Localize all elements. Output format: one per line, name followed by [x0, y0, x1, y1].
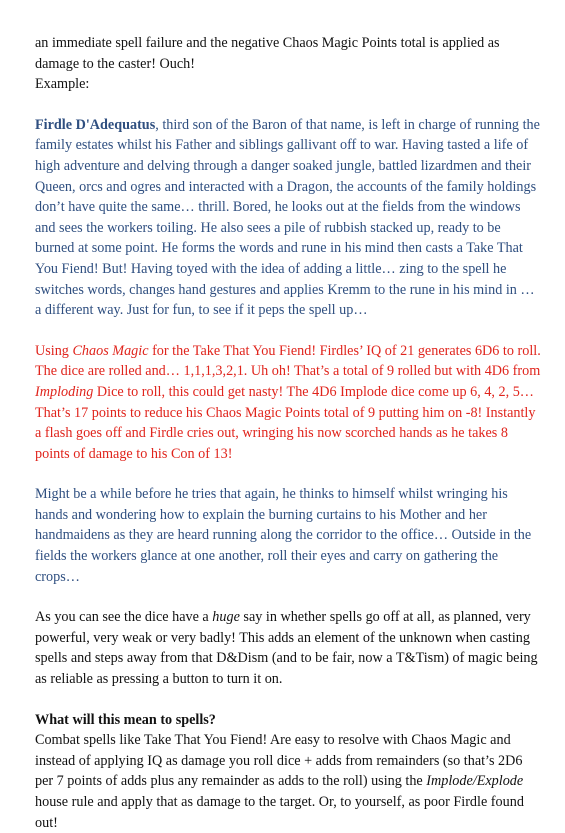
story-paragraph-1 [35, 115, 541, 321]
body-text-a: As you can see the dice have a [35, 609, 213, 626]
example-label: Example: [35, 76, 90, 93]
story-2-text-b: for the Take That You Fiend! Firdles’ IQ of 21 generates 6D6 to roll. The dice are rolled and… 1,1,1,3,2,1. Uh oh! That’s a total of 9 rolled but with 4D6 from [35, 342, 541, 380]
story-2-emphasis-chaos-magic: Chaos Magic [72, 342, 149, 359]
story-paragraph-3 [35, 484, 541, 587]
section-heading: What will this mean to spells? [35, 711, 216, 728]
body-emphasis-huge: huge [212, 609, 240, 626]
section-paragraph [35, 730, 541, 833]
story-2-emphasis-imploding: Imploding [35, 383, 94, 400]
body-text-b: say in whether spells go off at all, as planned, very powerful, very weak or very badly! This adds an element of the unknown when casting spells and steps away from that D&Dism (and to be fair, now a T&Tism) of magic being as reliable as pressing a button to turn it on. [35, 609, 538, 688]
intro-text: an immediate spell failure and the negative Chaos Magic Points total is applied as damage to the caster! Ouch! [35, 35, 500, 72]
section-emphasis-implode-explode: Implode/Explode [426, 773, 524, 790]
character-name: Firdle D'Adequatus [35, 116, 156, 133]
intro-paragraph [35, 33, 541, 95]
section-text-b: house rule and apply that as damage to the target. Or, to yourself, as poor Firdle found out! [35, 794, 524, 831]
story-1-text: , third son of the Baron of that name, is left in charge of running the family estates whilst his Father and siblings gallivant off to war. Having tasted a life of high adventure and delving through a danger soaked jungle, battled lizardmen and their Queen, orcs and ogres and interacted with a Dragon, the accounts of the family holdings don’t have quite the same… thrill. Bored, he looks out at the fields from the windows and sees the workers toiling. He also sees a pile of rubbish stacked up, ready to be burned at some point. He forms the words and rune in his mind then casts a Take That You Fiend! But! Having toyed with the idea of adding a little… zing to the spell he switches words, changes hand gestures and applies Kremm to the rune in his mind in … a different way. Just for fun, to see if it peps the spell up… [35, 116, 540, 319]
story-paragraph-2 [35, 341, 541, 465]
story-2-text-a: Using [35, 342, 73, 359]
section-text-a: Combat spells like Take That You Fiend! Are easy to resolve with Chaos Magic and instead of applying IQ as damage you roll dice + adds from remainders (so that’s 2D6 per 7 points of adds plus any remainder as adds to the roll) using the [35, 732, 523, 790]
story-3-text: Might be a while before he tries that again, he thinks to himself whilst wringing his hands and wondering how to explain the burning curtains to his Mother and her handmaidens as they are heard running along the corridor to the office… Outside in the fields the workers glance at one another, roll their eyes and carry on gathering the crops… [35, 486, 532, 585]
story-2-text-c: Dice to roll, this could get nasty! The 4D6 Implode dice come up 6, 4, 2, 5… That’s 17 points to reduce his Chaos Magic Points total of 9 putting him on -8! Instantly a flash goes off and Firdle cries out, wringing his now scorched hands as he takes 8 points of damage to his Con of 13! [35, 383, 536, 462]
body-paragraph [35, 607, 541, 689]
